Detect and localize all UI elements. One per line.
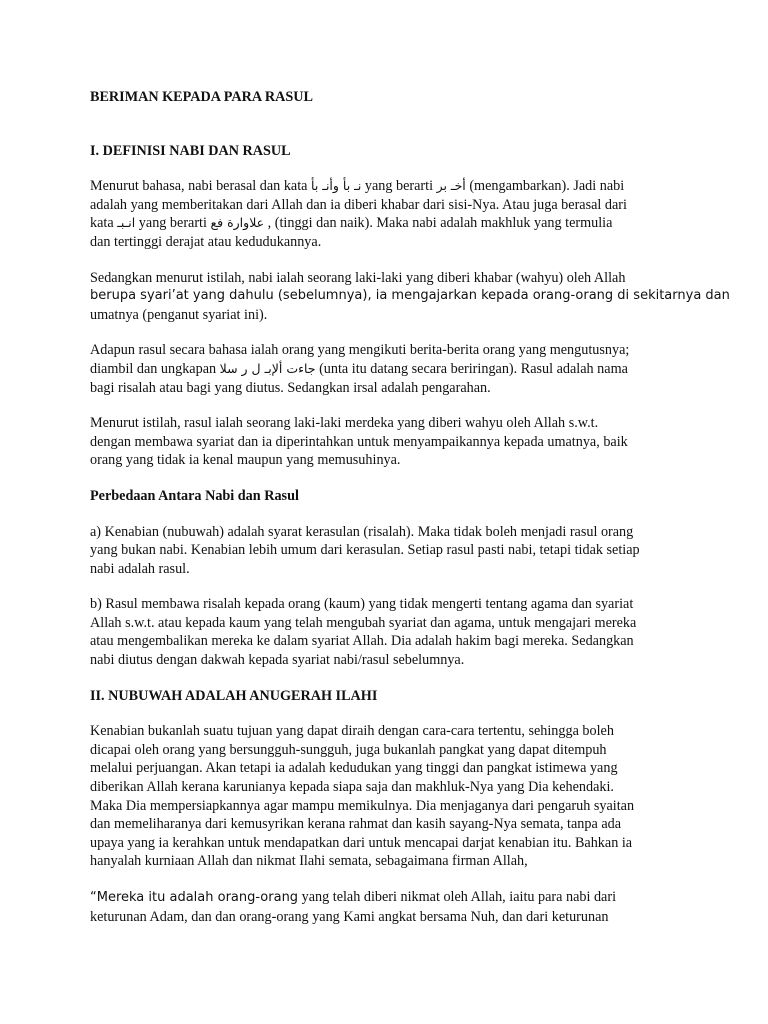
text-line: bagi risalah atau bagi yang diutus. Sedangkan irsal adalah pengarahan.	[90, 379, 491, 396]
text-line: nabi diutus dengan dakwah kepada syariat nabi/rasul sebelumnya.	[90, 652, 465, 669]
section-heading-definisi: I. DEFINISI NABI DAN RASUL	[90, 142, 291, 159]
arabic-text: علاوارة فع	[210, 215, 265, 231]
paragraph-kenabian	[90, 722, 690, 871]
text-line: umatnya (penganut syariat ini).	[90, 306, 268, 323]
text-line: a) Kenabian (nubuwah) adalah syarat kerasulan (risalah). Maka tidak boleh menjadi rasul orang	[90, 523, 634, 540]
text-line: upaya yang ia kerahkan untuk mendapatkan dari untuk mencapai darjat kenabian itu. Bahkan ia	[90, 834, 633, 851]
text-line: berupa syari’at yang dahulu (sebelumnya), ia mengajarkan kepada orang-orang di sekitarnya dan	[90, 288, 730, 304]
text-line: Adapun rasul secara bahasa ialah orang yang mengikuti berita-berita orang yang mengutusnya;	[90, 342, 630, 359]
text-line: melalui perjuangan. Akan tetapi ia adalah kedudukan yang tinggi dan pangkat istimewa yang	[90, 760, 618, 777]
arabic-text: جاءت ألإبـ ل ر سلا	[219, 360, 316, 376]
text-line: “Mereka itu adalah orang-orang yang telah diberi nikmat oleh Allah, iaitu para nabi dari	[90, 889, 617, 905]
section-heading-nubuwah: II. NUBUWAH ADALAH ANUGERAH ILAHI	[90, 687, 378, 704]
paragraph-perbedaan-a	[90, 523, 690, 579]
text-line: dan memeliharanya dari kemusyrikan kerana rahmat dan kasih sayang-Nya semata, tanpa ada	[90, 816, 622, 833]
text-line: dan tertinggi derajat atau kedudukannya.	[90, 233, 322, 250]
text-line: yang bukan nabi. Kenabian lebih umum dari kerasulan. Setiap rasul pasti nabi, tetapi tidak setiap	[90, 542, 640, 559]
paragraph-istilah-rasul	[90, 414, 690, 470]
subheading-perbedaan: Perbedaan Antara Nabi dan Rasul	[90, 487, 299, 504]
text-line: dengan membawa syariat dan ia diperintahkan untuk menyampaikannya kepada umatnya, baik	[90, 433, 628, 450]
text-line: Menurut bahasa, nabi berasal dan kata نـ بأ وأنـ بأ yang berarti أخـ بر (mengambarkan). Jadi nabi	[90, 178, 625, 195]
paragraph-bahasa-nabi	[90, 177, 690, 251]
text-line: diberikan Allah kerana karunianya kepada siapa saja dan makhluk-Nya yang Dia kehendaki.	[90, 779, 614, 796]
text-line: adalah yang memberitakan dari Allah dan ia diberi khabar dari sisi-Nya. Atau juga berasal dari	[90, 196, 627, 213]
text-line: Kenabian bukanlah suatu tujuan yang dapat diraih dengan cara-cara tertentu, sehingga boleh	[90, 723, 614, 740]
text-line: dicapai oleh orang yang bersungguh-sungguh, juga bukanlah pangkat yang dapat ditempuh	[90, 741, 607, 758]
document-page	[90, 88, 730, 926]
text-line: nabi adalah rasul.	[90, 560, 190, 577]
text-line: diambil dan ungkapan جاءت ألإبـ ل ر سلا (unta itu datang secara beriringan). Rasul adalah nama	[90, 360, 628, 377]
text-line: Menurut istilah, rasul ialah seorang laki-laki merdeka yang diberi wahyu oleh Allah s.w.t.	[90, 415, 599, 432]
text-line: atau mengembalikan mereka ke dalam syariat Allah. Dia adalah hakim bagi mereka. Sedangkan	[90, 633, 634, 650]
text-line: Maka Dia mempersiapkannya agar mampu memikulnya. Dia menjaganya dari pengaruh syaitan	[90, 797, 635, 814]
text-line: hanyalah kurniaan Allah dan nikmat Ilahi semata, sebagaimana firman Allah,	[90, 853, 528, 870]
paragraph-istilah-nabi	[90, 269, 730, 325]
paragraph-bahasa-rasul	[90, 341, 690, 397]
text-line: b) Rasul membawa risalah kepada orang (kaum) yang tidak mengerti tentang agama dan syariat	[90, 596, 634, 613]
paragraph-quote	[90, 888, 690, 926]
arabic-text: أخـ بر	[436, 178, 466, 194]
paragraph-perbedaan-b	[90, 595, 690, 669]
text-line: Sedangkan menurut istilah, nabi ialah seorang laki-laki yang diberi khabar (wahyu) oleh Allah	[90, 269, 626, 286]
arabic-text: نـ بأ وأنـ بأ	[311, 178, 362, 194]
arabic-text: انـبـ	[117, 215, 136, 231]
text-line: keturunan Adam, dan dan orang-orang yang Kami angkat bersama Nuh, dan dari keturunan	[90, 908, 609, 925]
text-line: Allah s.w.t. atau kepada kaum yang telah mengubah syariat dan agama, untuk mengajari mereka	[90, 614, 637, 631]
text-line: orang yang tidak ia kenal maupun yang memusuhinya.	[90, 452, 401, 469]
document-title: BERIMAN KEPADA PARA RASUL	[90, 89, 313, 105]
text-line: kata انـبـ yang berarti علاوارة فع , (tinggi dan naik). Maka nabi adalah makhluk yang termulia	[90, 215, 613, 232]
